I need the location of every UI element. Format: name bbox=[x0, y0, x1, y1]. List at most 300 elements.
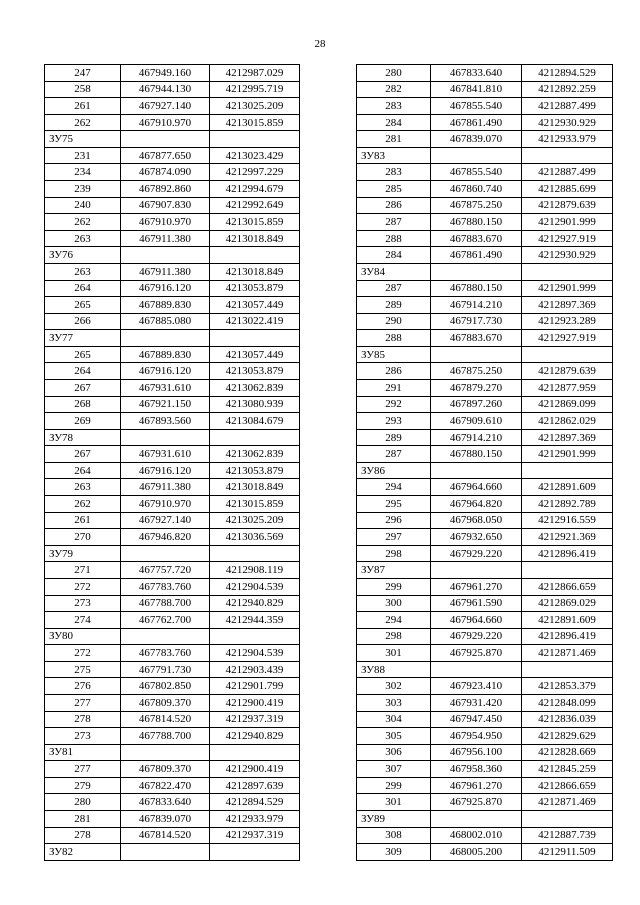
empty-cell bbox=[210, 545, 300, 562]
y-coordinate: 4212916.559 bbox=[522, 512, 613, 529]
y-coordinate: 4212871.469 bbox=[522, 645, 613, 662]
x-coordinate: 467949.160 bbox=[121, 65, 210, 82]
y-coordinate: 4212900.419 bbox=[210, 761, 300, 778]
coordinate-row bbox=[45, 181, 300, 198]
coordinate-row bbox=[357, 628, 613, 645]
point-number: 262 bbox=[45, 114, 121, 131]
coordinate-row bbox=[357, 844, 613, 861]
empty-cell bbox=[121, 545, 210, 562]
coordinate-row bbox=[357, 363, 613, 380]
y-coordinate: 4213018.849 bbox=[210, 479, 300, 496]
coordinate-row bbox=[45, 81, 300, 98]
point-number: 272 bbox=[45, 645, 121, 662]
coordinate-row bbox=[45, 595, 300, 612]
coordinate-row bbox=[357, 114, 613, 131]
parcel-header-row bbox=[45, 545, 300, 562]
coordinate-row bbox=[357, 728, 613, 745]
coordinate-row bbox=[357, 81, 613, 98]
y-coordinate: 4212900.419 bbox=[210, 694, 300, 711]
x-coordinate: 467964.660 bbox=[431, 612, 522, 629]
coordinate-row bbox=[45, 562, 300, 579]
y-coordinate: 4212887.499 bbox=[522, 98, 613, 115]
x-coordinate: 467880.150 bbox=[431, 214, 522, 231]
parcel-header-row bbox=[45, 744, 300, 761]
empty-cell bbox=[431, 462, 522, 479]
y-coordinate: 4213025.209 bbox=[210, 512, 300, 529]
x-coordinate: 467954.950 bbox=[431, 728, 522, 745]
coordinate-row bbox=[357, 694, 613, 711]
x-coordinate: 467877.650 bbox=[121, 147, 210, 164]
y-coordinate: 4213025.209 bbox=[210, 98, 300, 115]
y-coordinate: 4212866.659 bbox=[522, 578, 613, 595]
point-number: 280 bbox=[357, 65, 431, 82]
coordinate-row bbox=[45, 363, 300, 380]
parcel-label: ЗУ80 bbox=[45, 628, 121, 645]
y-coordinate: 4213053.879 bbox=[210, 462, 300, 479]
coordinate-row bbox=[45, 379, 300, 396]
coordinate-row bbox=[45, 678, 300, 695]
empty-cell bbox=[431, 346, 522, 363]
point-number: 263 bbox=[45, 479, 121, 496]
empty-cell bbox=[522, 147, 613, 164]
parcel-label: ЗУ78 bbox=[45, 429, 121, 446]
point-number: 289 bbox=[357, 429, 431, 446]
parcel-label: ЗУ86 bbox=[357, 462, 431, 479]
point-number: 291 bbox=[357, 379, 431, 396]
point-number: 264 bbox=[45, 363, 121, 380]
y-coordinate: 4213057.449 bbox=[210, 346, 300, 363]
coordinate-row bbox=[45, 496, 300, 513]
point-number: 306 bbox=[357, 744, 431, 761]
point-number: 276 bbox=[45, 678, 121, 695]
point-number: 268 bbox=[45, 396, 121, 413]
point-number: 280 bbox=[45, 794, 121, 811]
x-coordinate: 467885.080 bbox=[121, 313, 210, 330]
parcel-label: ЗУ82 bbox=[45, 844, 121, 861]
coordinate-row bbox=[357, 529, 613, 546]
parcel-label: ЗУ85 bbox=[357, 346, 431, 363]
y-coordinate: 4213023.429 bbox=[210, 147, 300, 164]
y-coordinate: 4212836.039 bbox=[522, 711, 613, 728]
point-number: 281 bbox=[45, 811, 121, 828]
point-number: 294 bbox=[357, 479, 431, 496]
point-number: 287 bbox=[357, 214, 431, 231]
y-coordinate: 4213080.939 bbox=[210, 396, 300, 413]
x-coordinate: 467822.470 bbox=[121, 777, 210, 794]
x-coordinate: 467910.970 bbox=[121, 496, 210, 513]
point-number: 270 bbox=[45, 529, 121, 546]
point-number: 287 bbox=[357, 446, 431, 463]
coordinate-row bbox=[357, 578, 613, 595]
x-coordinate: 467897.260 bbox=[431, 396, 522, 413]
x-coordinate: 467861.490 bbox=[431, 247, 522, 264]
x-coordinate: 467927.140 bbox=[121, 512, 210, 529]
y-coordinate: 4212904.539 bbox=[210, 578, 300, 595]
point-number: 234 bbox=[45, 164, 121, 181]
x-coordinate: 467914.210 bbox=[431, 429, 522, 446]
x-coordinate: 467921.150 bbox=[121, 396, 210, 413]
coordinate-row bbox=[45, 529, 300, 546]
x-coordinate: 467833.640 bbox=[121, 794, 210, 811]
coordinate-row bbox=[357, 545, 613, 562]
empty-cell bbox=[431, 562, 522, 579]
parcel-header-row bbox=[357, 346, 613, 363]
point-number: 261 bbox=[45, 98, 121, 115]
empty-cell bbox=[210, 744, 300, 761]
coordinate-row bbox=[45, 297, 300, 314]
x-coordinate: 467914.210 bbox=[431, 297, 522, 314]
coordinate-row bbox=[45, 396, 300, 413]
coordinate-row bbox=[45, 512, 300, 529]
parcel-header-row bbox=[45, 330, 300, 347]
point-number: 258 bbox=[45, 81, 121, 98]
x-coordinate: 467947.450 bbox=[431, 711, 522, 728]
coordinate-row bbox=[357, 446, 613, 463]
x-coordinate: 467911.380 bbox=[121, 230, 210, 247]
y-coordinate: 4212995.719 bbox=[210, 81, 300, 98]
y-coordinate: 4213018.849 bbox=[210, 230, 300, 247]
y-coordinate: 4213015.859 bbox=[210, 214, 300, 231]
coordinate-row bbox=[45, 479, 300, 496]
x-coordinate: 467917.730 bbox=[431, 313, 522, 330]
empty-cell bbox=[431, 811, 522, 828]
empty-cell bbox=[210, 844, 300, 861]
x-coordinate: 467875.250 bbox=[431, 363, 522, 380]
point-number: 283 bbox=[357, 164, 431, 181]
coordinate-row bbox=[357, 280, 613, 297]
x-coordinate: 467880.150 bbox=[431, 280, 522, 297]
coordinate-row bbox=[45, 313, 300, 330]
coordinate-row bbox=[357, 645, 613, 662]
point-number: 307 bbox=[357, 761, 431, 778]
x-coordinate: 467907.830 bbox=[121, 197, 210, 214]
x-coordinate: 468002.010 bbox=[431, 827, 522, 844]
y-coordinate: 4212877.959 bbox=[522, 379, 613, 396]
x-coordinate: 467931.610 bbox=[121, 446, 210, 463]
y-coordinate: 4212901.999 bbox=[522, 280, 613, 297]
x-coordinate: 467964.660 bbox=[431, 479, 522, 496]
coordinate-row bbox=[357, 230, 613, 247]
x-coordinate: 467833.640 bbox=[431, 65, 522, 82]
y-coordinate: 4212885.699 bbox=[522, 181, 613, 198]
x-coordinate: 467809.370 bbox=[121, 694, 210, 711]
coordinate-row bbox=[357, 777, 613, 794]
coordinate-row bbox=[357, 512, 613, 529]
x-coordinate: 467875.250 bbox=[431, 197, 522, 214]
coordinate-row bbox=[357, 164, 613, 181]
parcel-header-row bbox=[357, 462, 613, 479]
x-coordinate: 467883.670 bbox=[431, 230, 522, 247]
point-number: 240 bbox=[45, 197, 121, 214]
y-coordinate: 4212901.999 bbox=[522, 446, 613, 463]
y-coordinate: 4212927.919 bbox=[522, 330, 613, 347]
point-number: 281 bbox=[357, 131, 431, 148]
coordinate-row bbox=[45, 711, 300, 728]
x-coordinate: 467916.120 bbox=[121, 280, 210, 297]
point-number: 304 bbox=[357, 711, 431, 728]
parcel-label: ЗУ88 bbox=[357, 661, 431, 678]
x-coordinate: 468005.200 bbox=[431, 844, 522, 861]
coordinate-row bbox=[45, 777, 300, 794]
y-coordinate: 4213062.839 bbox=[210, 379, 300, 396]
empty-cell bbox=[431, 661, 522, 678]
y-coordinate: 4212896.419 bbox=[522, 628, 613, 645]
y-coordinate: 4212927.919 bbox=[522, 230, 613, 247]
x-coordinate: 467910.970 bbox=[121, 114, 210, 131]
y-coordinate: 4212911.509 bbox=[522, 844, 613, 861]
point-number: 247 bbox=[45, 65, 121, 82]
coordinate-row bbox=[357, 479, 613, 496]
point-number: 263 bbox=[45, 263, 121, 280]
point-number: 294 bbox=[357, 612, 431, 629]
point-number: 295 bbox=[357, 496, 431, 513]
empty-cell bbox=[121, 247, 210, 264]
y-coordinate: 4212891.609 bbox=[522, 479, 613, 496]
coordinate-row bbox=[45, 761, 300, 778]
coordinate-row bbox=[45, 114, 300, 131]
point-number: 309 bbox=[357, 844, 431, 861]
coordinate-row bbox=[45, 263, 300, 280]
y-coordinate: 4213015.859 bbox=[210, 496, 300, 513]
y-coordinate: 4212869.029 bbox=[522, 595, 613, 612]
x-coordinate: 467961.270 bbox=[431, 777, 522, 794]
y-coordinate: 4213057.449 bbox=[210, 297, 300, 314]
coordinate-row bbox=[357, 413, 613, 430]
point-number: 298 bbox=[357, 545, 431, 562]
empty-cell bbox=[121, 744, 210, 761]
y-coordinate: 4212848.099 bbox=[522, 694, 613, 711]
point-number: 278 bbox=[45, 827, 121, 844]
coordinate-row bbox=[357, 247, 613, 264]
x-coordinate: 467929.220 bbox=[431, 628, 522, 645]
y-coordinate: 4212887.499 bbox=[522, 164, 613, 181]
empty-cell bbox=[522, 346, 613, 363]
point-number: 299 bbox=[357, 777, 431, 794]
x-coordinate: 467910.970 bbox=[121, 214, 210, 231]
x-coordinate: 467889.830 bbox=[121, 297, 210, 314]
x-coordinate: 467929.220 bbox=[431, 545, 522, 562]
point-number: 277 bbox=[45, 761, 121, 778]
coordinate-row bbox=[45, 446, 300, 463]
y-coordinate: 4212940.829 bbox=[210, 595, 300, 612]
x-coordinate: 467762.700 bbox=[121, 612, 210, 629]
point-number: 271 bbox=[45, 562, 121, 579]
parcel-label: ЗУ79 bbox=[45, 545, 121, 562]
empty-cell bbox=[210, 131, 300, 148]
y-coordinate: 4213084.679 bbox=[210, 413, 300, 430]
empty-cell bbox=[210, 330, 300, 347]
coordinate-row bbox=[45, 661, 300, 678]
y-coordinate: 4212937.319 bbox=[210, 827, 300, 844]
x-coordinate: 467961.270 bbox=[431, 578, 522, 595]
point-number: 285 bbox=[357, 181, 431, 198]
point-number: 296 bbox=[357, 512, 431, 529]
coordinate-row bbox=[45, 811, 300, 828]
y-coordinate: 4212892.259 bbox=[522, 81, 613, 98]
x-coordinate: 467961.590 bbox=[431, 595, 522, 612]
x-coordinate: 467788.700 bbox=[121, 595, 210, 612]
coordinate-row bbox=[45, 413, 300, 430]
point-number: 301 bbox=[357, 645, 431, 662]
coordinate-row bbox=[45, 214, 300, 231]
parcel-label: ЗУ81 bbox=[45, 744, 121, 761]
coordinate-row bbox=[357, 330, 613, 347]
y-coordinate: 4212940.829 bbox=[210, 728, 300, 745]
x-coordinate: 467802.850 bbox=[121, 678, 210, 695]
coordinate-row bbox=[357, 496, 613, 513]
y-coordinate: 4213015.859 bbox=[210, 114, 300, 131]
y-coordinate: 4212894.529 bbox=[210, 794, 300, 811]
coordinate-row bbox=[357, 396, 613, 413]
y-coordinate: 4212896.419 bbox=[522, 545, 613, 562]
y-coordinate: 4212933.979 bbox=[522, 131, 613, 148]
coordinate-row bbox=[45, 346, 300, 363]
point-number: 263 bbox=[45, 230, 121, 247]
point-number: 290 bbox=[357, 313, 431, 330]
parcel-label: ЗУ75 bbox=[45, 131, 121, 148]
point-number: 273 bbox=[45, 728, 121, 745]
x-coordinate: 467855.540 bbox=[431, 164, 522, 181]
y-coordinate: 4212937.319 bbox=[210, 711, 300, 728]
y-coordinate: 4213062.839 bbox=[210, 446, 300, 463]
x-coordinate: 467964.820 bbox=[431, 496, 522, 513]
point-number: 301 bbox=[357, 794, 431, 811]
point-number: 283 bbox=[357, 98, 431, 115]
y-coordinate: 4212828.669 bbox=[522, 744, 613, 761]
point-number: 261 bbox=[45, 512, 121, 529]
x-coordinate: 467839.070 bbox=[121, 811, 210, 828]
parcel-header-row bbox=[357, 661, 613, 678]
empty-cell bbox=[522, 661, 613, 678]
point-number: 265 bbox=[45, 346, 121, 363]
coordinate-row bbox=[45, 462, 300, 479]
point-number: 278 bbox=[45, 711, 121, 728]
parcel-label: ЗУ87 bbox=[357, 562, 431, 579]
parcel-label: ЗУ77 bbox=[45, 330, 121, 347]
point-number: 284 bbox=[357, 114, 431, 131]
y-coordinate: 4212987.029 bbox=[210, 65, 300, 82]
x-coordinate: 467757.720 bbox=[121, 562, 210, 579]
y-coordinate: 4212897.369 bbox=[522, 429, 613, 446]
y-coordinate: 4212944.359 bbox=[210, 612, 300, 629]
point-number: 282 bbox=[357, 81, 431, 98]
parcel-header-row bbox=[45, 844, 300, 861]
empty-cell bbox=[210, 429, 300, 446]
coordinate-row bbox=[357, 197, 613, 214]
point-number: 297 bbox=[357, 529, 431, 546]
x-coordinate: 467788.700 bbox=[121, 728, 210, 745]
coordinate-row bbox=[357, 678, 613, 695]
coordinate-row bbox=[45, 827, 300, 844]
y-coordinate: 4212829.629 bbox=[522, 728, 613, 745]
coordinate-row bbox=[357, 744, 613, 761]
x-coordinate: 467916.120 bbox=[121, 462, 210, 479]
coordinate-row bbox=[357, 214, 613, 231]
point-number: 277 bbox=[45, 694, 121, 711]
y-coordinate: 4213022.419 bbox=[210, 313, 300, 330]
coordinate-row bbox=[45, 728, 300, 745]
page-number: 28 bbox=[314, 38, 326, 50]
parcel-header-row bbox=[357, 263, 613, 280]
coordinate-row bbox=[45, 230, 300, 247]
empty-cell bbox=[431, 263, 522, 280]
x-coordinate: 467916.120 bbox=[121, 363, 210, 380]
x-coordinate: 467783.760 bbox=[121, 578, 210, 595]
x-coordinate: 467841.810 bbox=[431, 81, 522, 98]
coordinate-row bbox=[357, 794, 613, 811]
x-coordinate: 467932.650 bbox=[431, 529, 522, 546]
y-coordinate: 4212997.229 bbox=[210, 164, 300, 181]
x-coordinate: 467879.270 bbox=[431, 379, 522, 396]
empty-cell bbox=[522, 462, 613, 479]
y-coordinate: 4212866.659 bbox=[522, 777, 613, 794]
coordinate-row bbox=[357, 429, 613, 446]
x-coordinate: 467809.370 bbox=[121, 761, 210, 778]
coordinates-table-left bbox=[44, 64, 300, 861]
parcel-label: ЗУ89 bbox=[357, 811, 431, 828]
coordinate-row bbox=[357, 379, 613, 396]
x-coordinate: 467946.820 bbox=[121, 529, 210, 546]
x-coordinate: 467855.540 bbox=[431, 98, 522, 115]
y-coordinate: 4212887.739 bbox=[522, 827, 613, 844]
coordinate-row bbox=[357, 595, 613, 612]
x-coordinate: 467911.380 bbox=[121, 479, 210, 496]
parcel-header-row bbox=[357, 811, 613, 828]
point-number: 266 bbox=[45, 313, 121, 330]
point-number: 269 bbox=[45, 413, 121, 430]
x-coordinate: 467927.140 bbox=[121, 98, 210, 115]
x-coordinate: 467791.730 bbox=[121, 661, 210, 678]
point-number: 239 bbox=[45, 181, 121, 198]
x-coordinate: 467944.130 bbox=[121, 81, 210, 98]
point-number: 274 bbox=[45, 612, 121, 629]
point-number: 287 bbox=[357, 280, 431, 297]
parcel-label: ЗУ76 bbox=[45, 247, 121, 264]
point-number: 293 bbox=[357, 413, 431, 430]
parcel-label: ЗУ84 bbox=[357, 263, 431, 280]
point-number: 305 bbox=[357, 728, 431, 745]
point-number: 289 bbox=[357, 297, 431, 314]
empty-cell bbox=[210, 628, 300, 645]
coordinate-row bbox=[45, 197, 300, 214]
y-coordinate: 4212903.439 bbox=[210, 661, 300, 678]
point-number: 286 bbox=[357, 363, 431, 380]
coordinate-row bbox=[357, 65, 613, 82]
x-coordinate: 467909.610 bbox=[431, 413, 522, 430]
x-coordinate: 467956.100 bbox=[431, 744, 522, 761]
y-coordinate: 4213053.879 bbox=[210, 280, 300, 297]
empty-cell bbox=[121, 844, 210, 861]
empty-cell bbox=[121, 330, 210, 347]
point-number: 308 bbox=[357, 827, 431, 844]
point-number: 300 bbox=[357, 595, 431, 612]
point-number: 288 bbox=[357, 230, 431, 247]
coordinate-row bbox=[45, 645, 300, 662]
y-coordinate: 4212994.679 bbox=[210, 181, 300, 198]
x-coordinate: 467968.050 bbox=[431, 512, 522, 529]
x-coordinate: 467839.070 bbox=[431, 131, 522, 148]
coordinate-row bbox=[357, 313, 613, 330]
coordinate-row bbox=[45, 164, 300, 181]
empty-cell bbox=[121, 429, 210, 446]
x-coordinate: 467958.360 bbox=[431, 761, 522, 778]
point-number: 286 bbox=[357, 197, 431, 214]
y-coordinate: 4212908.119 bbox=[210, 562, 300, 579]
point-number: 262 bbox=[45, 496, 121, 513]
coordinate-row bbox=[45, 578, 300, 595]
parcel-header-row bbox=[45, 628, 300, 645]
point-number: 231 bbox=[45, 147, 121, 164]
